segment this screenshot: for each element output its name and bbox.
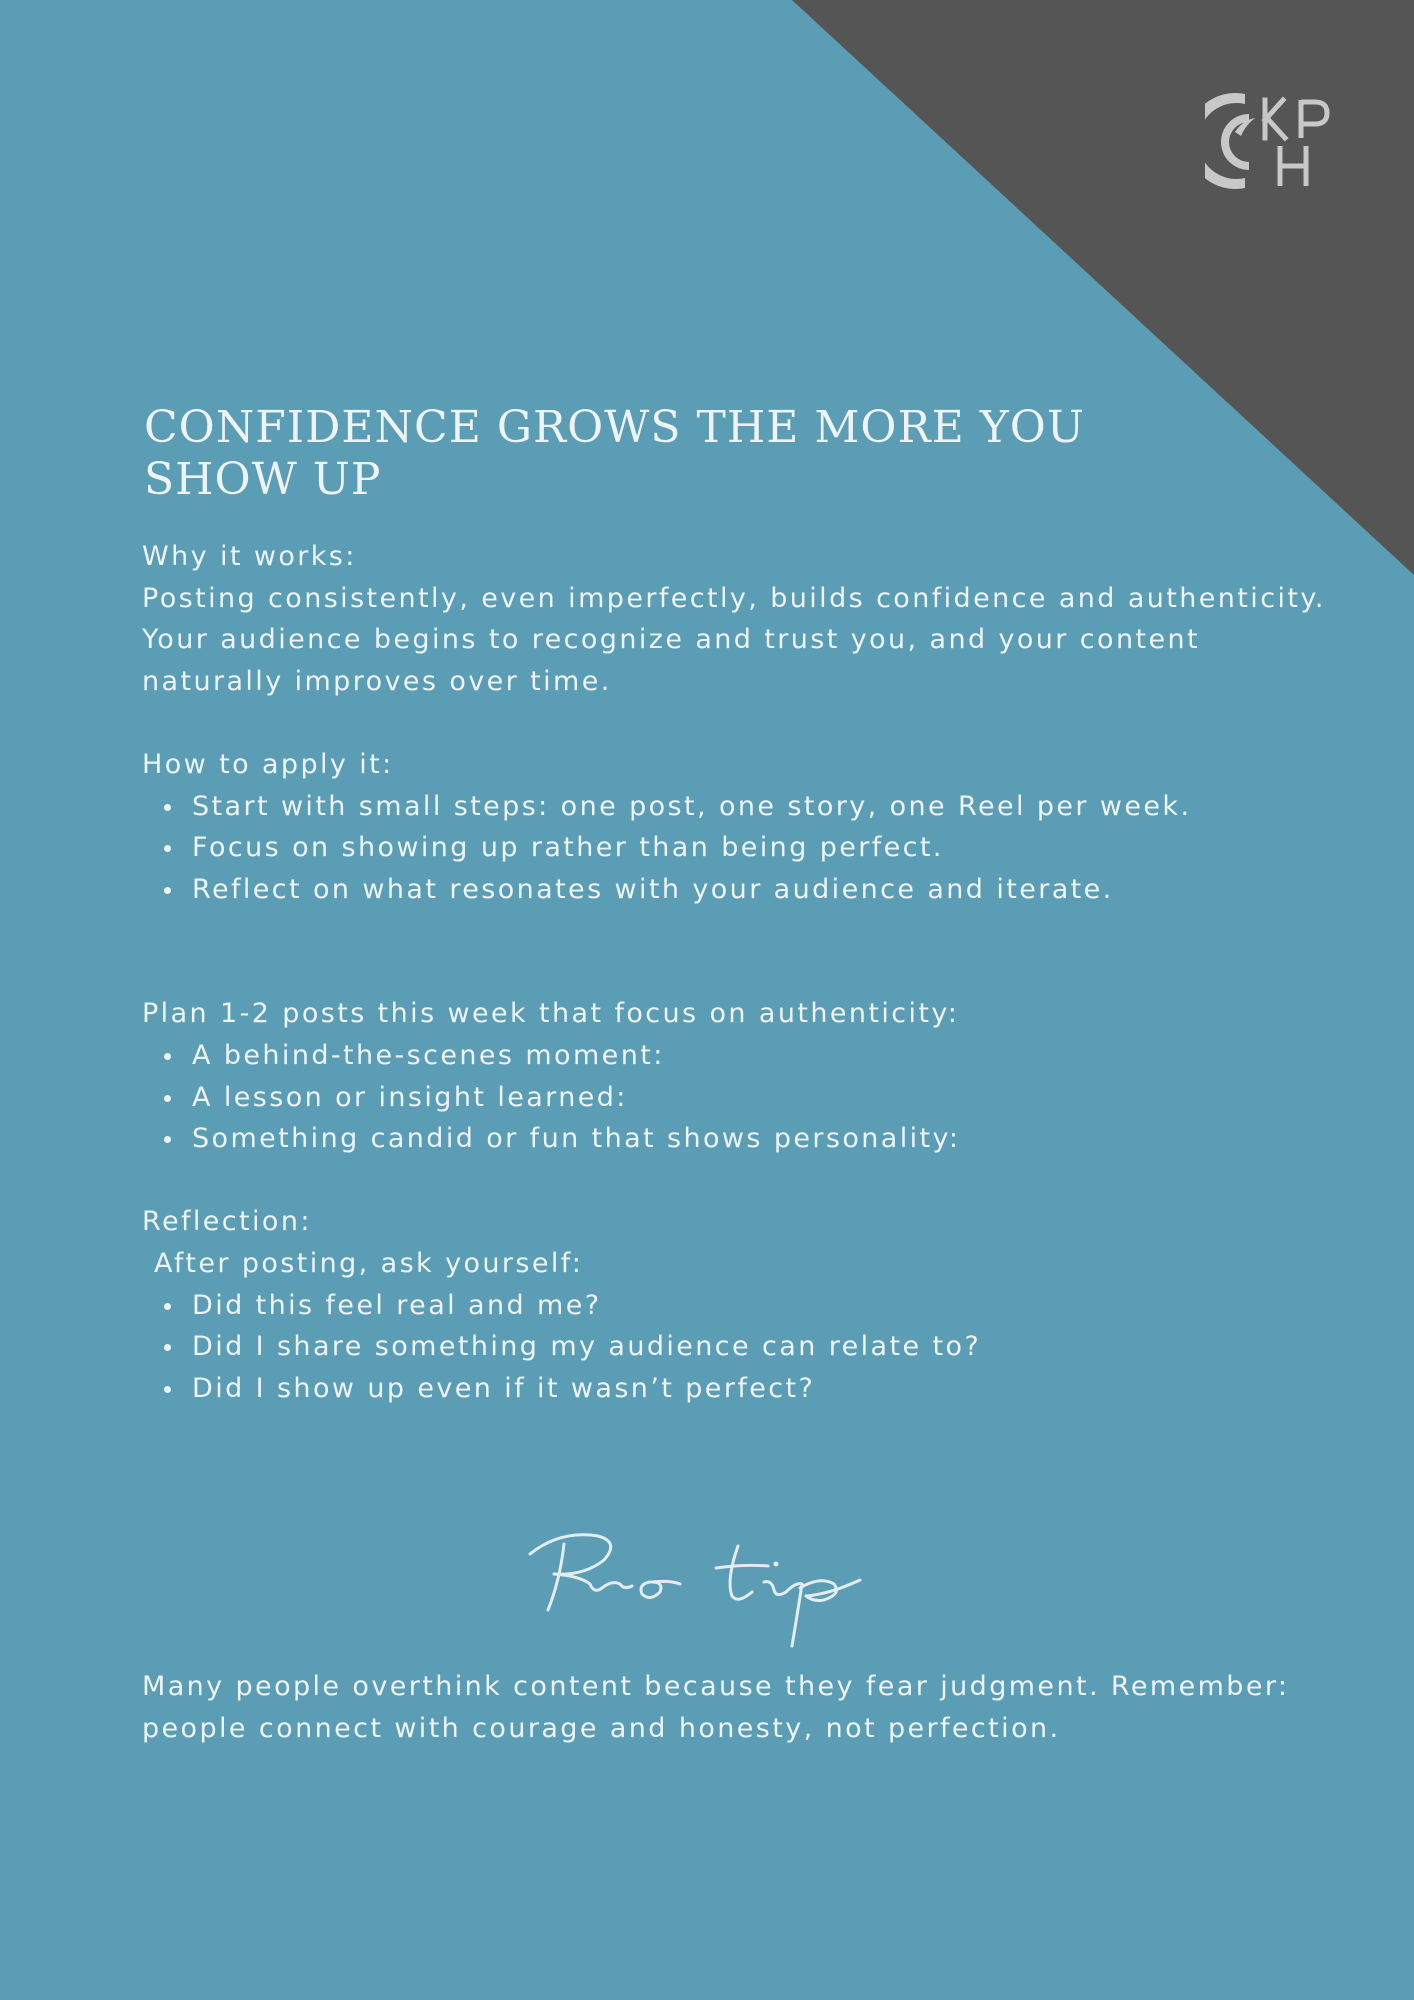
script-t-cross [716, 1565, 768, 1568]
why-heading: Why it works: [142, 541, 357, 572]
logo-letter-h [1280, 146, 1306, 186]
plan-list [142, 1035, 1332, 1160]
spacer [142, 910, 1332, 993]
list-item: Did I show up even if it wasn’t perfect? [142, 1368, 1332, 1410]
script-p-bowl [530, 1535, 611, 1574]
why-body: Posting consistently, even imperfectly, builds confidence and authenticity. Your audience begins to recognize and trust you, and your content naturally improves over time. [142, 582, 1326, 697]
reflection-heading: Reflection: [142, 1206, 312, 1238]
kph-logo-icon [1205, 88, 1345, 198]
script-t-stem [730, 1546, 752, 1599]
how-list [142, 786, 1332, 911]
pro-tip-script [520, 1510, 940, 1660]
script-p-stem [548, 1544, 564, 1610]
spacer [142, 702, 1332, 744]
script-r [554, 1574, 632, 1590]
reflection-intro: After posting, ask yourself: [154, 1247, 584, 1279]
logo-letter-k [1265, 100, 1285, 138]
script-i [764, 1582, 786, 1595]
reflection-list [142, 1285, 1332, 1410]
list-item: Reflect on what resonates with your audience and iterate. [142, 869, 1332, 911]
page-title: CONFIDENCE GROWS THE MORE YOU SHOW UP [144, 402, 1085, 505]
plan-heading: Plan 1-2 posts this week that focus on authenticity: [142, 998, 960, 1030]
list-item: Something candid or fun that shows personality: [142, 1118, 1332, 1160]
script-o [641, 1581, 680, 1597]
how-heading: How to apply it: [142, 748, 394, 780]
logo-letter-p [1301, 100, 1327, 138]
list-item: A behind-the-scenes moment: [142, 1035, 1332, 1077]
list-item: Start with small steps: one post, one story, one Reel per week. [142, 786, 1332, 828]
script-i-dot [774, 1562, 779, 1567]
list-item: A lesson or insight learned: [142, 1077, 1332, 1119]
spacer [142, 1160, 1332, 1202]
list-item: Did I share something my audience can relate to? [142, 1326, 1332, 1368]
list-item: Focus on showing up rather than being perfect. [142, 827, 1332, 869]
pro-tip-text: Many people overthink content because they fear judgment. Remember: people connect with courage and honesty, not perfection. [142, 1671, 1290, 1744]
list-item: Did this feel real and me? [142, 1285, 1332, 1327]
main-content [142, 536, 1332, 1409]
script-small-p [786, 1580, 860, 1646]
